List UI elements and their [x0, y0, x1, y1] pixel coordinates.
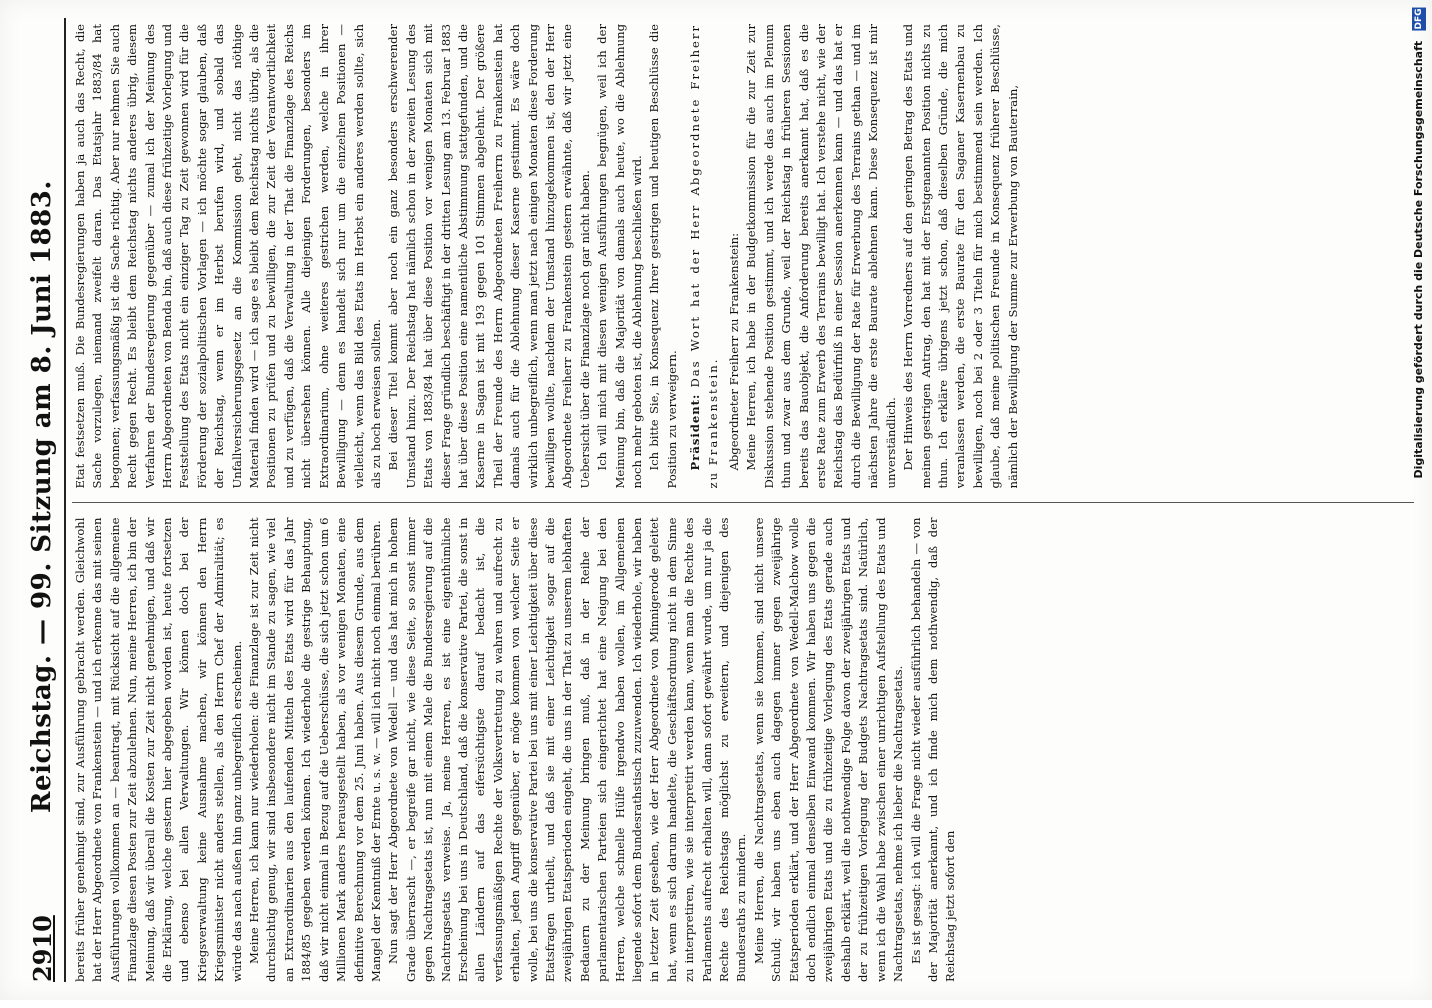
paragraph: Ich bitte Sie, in Konsequenz Ihrer gestrigen und heutigen Beschlüsse die Position zu verweigern. [647, 24, 679, 489]
header-rule [64, 18, 66, 982]
paragraph: bereits früher genehmigt sind, zur Ausführung gebracht werden. Gleichwohl hat der Herr Abgeordnete von Frankenstein — und ich erkenne das mit seinen Ausführungen vollkommen an — beantragt, mit Rücksicht auf die allgemeine Finanzlage diesen Posten zur Zeit abzulehnen. Nun, meine Herren, ich bin der Meinung, daß wir überall die Kosten zur Zeit nicht genehmigen, und daß wir die Erklärung, welche gestern hier abgegeben worden ist, heute fortsetzen und ebenso bei allen Verwaltungen. Wir können doch bei der Kriegsverwaltung keine Ausnahme machen, wir können den Herrn Kriegsminister nicht anders stellen, als den Herrn Chef der Admiralität; es würde das nach außen hin ganz unbegreiflich erscheinen. [73, 517, 244, 982]
president-label: Präsident: [688, 393, 703, 471]
paragraph: Etat festsetzen muß. Die Bundesregierungen haben ja auch das Recht, die Sache vorzulegen, niemand zweifelt daran. Das Etatsjahr 1883/84 hat begonnen; verfassungsmäßig ist die Sache richtig. Aber nur nehmen Sie auch Recht gegen Recht. Es bleibt dem Reichstag nichts anderes übrig, diesem Verfahren der Bundesregierung gegenüber — zumal ich der Meinung des Herrn Abgeordneten von Benda bin, daß auch diese frühzeitige Vorlegung und Feststellung des Etats nicht ein einziger Tag zu Zeit gewonnen wird für die Förderung der sozialpolitischen Vorlagen — ich möchte sogar glauben, daß der Reichstag, wenn er im Herbst berufen wird, und sobald das Unfallversicherungsgesetz an die Kommission geht, nicht das nöthige Material finden wird — ich sage es bleibt dem Reichstag nichts übrig, als die Positionen zu prüfen und zu bewilligen, die zur Zeit der Verantwortlichkeit und zu verfügen, daß die Verwaltung in der That die Finanzlage des Reichs nicht übersehen können. Alle diejenigen Forderungen, besonders im Extraordinarium, ohne weiteres gestrichen werden, welche in ihrer Bewilligung — denn es handelt sich nur um die einzelnen Positionen — vielleicht, wenn das Bild des Etats im Herbst ein anderes werden sollte, sich als zu hoch erweisen sollten. [73, 24, 383, 489]
president-statement [687, 24, 722, 489]
paragraph: Es ist gesagt: ich will die Frage nicht wieder ausführlich behandeln — von der Majorität anerkannt, und ich finde mich dem nothwendig, daß der Reichstag jetzt sofort den [908, 517, 958, 982]
dfg-logo: DFG [1414, 9, 1424, 31]
dfg-stamp-text [1412, 8, 1426, 479]
dfg-caption: Digitalisierung gefördert durch die Deutsche Forschungsgemeinschaft [1412, 40, 1425, 479]
page-number: 2910 [27, 915, 57, 982]
paragraph: Meine Herren, ich kann nur wiederholen: die Finanzlage ist zur Zeit nicht durchsichtig genug, wir sind insbesondere nicht im Stande zu sagen, wie viel an Extraordinarien aus den laufenden Mitteln des Etats wird für das Jahr 1884/85 gegeben werden können. Ich wiederhole die gestrige Behauptung, daß wir nicht einmal in Bezug auf die Ueberschüsse, die sich jetzt schon um 6 Millionen Mark anders herausgestellt haben, als vor wenigen Monaten, eine definitive Berechnung vor dem 25. Juni haben. Aus diesem Grunde, aus dem Mangel der Kenntniß der Ernte u. s. w. — will ich nicht noch einmal berühren. [247, 517, 383, 982]
column-divider [72, 503, 1414, 504]
page-header [22, 18, 62, 982]
paragraph: Ich will mich mit diesen wenigen Ausführungen begnügen, weil ich der Meinung bin, daß die Majorität von damals auch heute, wo die Ablehnung noch mehr geboten ist, die Ablehnung beschließen wird. [595, 24, 644, 489]
running-title: Reichstag. — 99. Sitzung am 8. Juni 1883. [27, 180, 57, 814]
president-text: Das Wort hat der Herr Abgeordnete Freiherr zu Frankenstein. [688, 24, 720, 489]
paragraph: Bei dieser Titel kommt aber noch ein ganz besonders erschwerender Umstand hinzu. Der Reichstag hat nämlich schon in der zweiten Lesung des Etats von 1883/84 hat über diese Position vor wenigen Monaten sich mit dieser Frage gründlich beschäftigt in der dritten Lesung am 13. Februar 1883 hat über diese Position eine namentliche Abstimmung stattgefunden, und die Kaserne in Sagan ist mit 193 gegen 101 Stimmen abgelehnt. Der größere Theil der Freunde des Herrn Abgeordneten Freiherrn zu Frankenstein hat damals auch für die Ablehnung dieser Kaserne gestimmt. Es wäre doch wirklich unbegreiflich, wenn man jetzt nach einigen Monaten diese Forderung bewilligen wollte, nachdem der Umstand hinzugekommen ist, den der Herr Abgeordnete Freiherr zu Frankenstein gestern erwähnte, daß wir jetzt eine Uebersicht über die Finanzlage noch gar nicht haben. [386, 24, 592, 489]
speaker-intro: Abgeordneter Freiherr zu Frankenstein: [727, 233, 742, 471]
paragraph: Meine Herren, ich habe in der Budgetkommission für die zur Zeit zur Diskussion stehende Position gestimmt, und ich werde das auch im Plenum thun und zwar aus dem Grunde, weil der Reichstag in früheren Sessionen bereits das Bauobjekt, die Anforderung bereits anerkannt hat, daß es die erste Rate zum Erwerb des Terrains bewilligt hat. Ich verstehe nicht, wie der Reichstag das Bedürfniß in einer Session anerkennen kann — und das hat er durch die Bewilligung der Rate für Erwerbung des Terrains gethan — und im nächsten Jahre die erste Baurate ablehnen kann. Diese Konsequenz ist mir unverständlich. [744, 24, 898, 489]
right-column [72, 24, 1414, 489]
paragraph: Nun sagt der Herr Abgeordnete von Wedell — und das hat mich in hohem Grade überrascht —, er begreife gar nicht, wie diese Seite, so sonst immer gegen Nachtragsetats ist, nun mit einem Male die Bundesregierung auf die Nachtragsetats verweise. Ja, meine Herren, es ist eine eigenthümliche Erscheinung bei uns in Deutschland, daß die konservative Partei, die sonst in allen Ländern auf das eifersüchtigste darauf bedacht ist, die verfassungsmäßigen Rechte der Volksvertretung zu wahren und aufrecht zu erhalten, jeden Angriff gegenüber, er möge kommen von welcher Seite er wolle, bei uns die konservative Partei bei uns mit einer Leichtigkeit über diese Etatsfragen urtheilt, und daß sie mit einer Leichtigkeit sogar auf die zweijährigen Etatsperioden eingeht, die uns in der That zu unserem lebhaften Bedauern zu der Meinung bringen muß, daß in der Reihe der parlamentarischen Parteien sich eingerichtet hat eine Neigung bei den Herren, welche schnelle Hülfe irgendwo haben wollen, im Allgemeinen liegende sofort dem Bundesrathstisch zuzuwenden. Ich wiederhole, wir haben in letzter Zeit gesehen, wie der Herr Abgeordnete von Minnigerode geleitet hat, wenn es sich darum handelte, die Geschäftsordnung nicht in dem Sinne zu interpretiren, wie sie interpretirt werden kann, wenn man die Rechte des Parlaments aufrecht erhalten will, dann sofort gewährt wurde, um nur ja die Rechte des Reichstags möglichst zu erweitern, und diejenigen des Bundesraths zu mindern. [386, 517, 749, 982]
left-column [72, 518, 1414, 983]
dfg-stamp [1410, 8, 1428, 1008]
paragraph: Der Hinweis des Herrn Vorredners auf den geringen Betrag des Etats und meinen gestrigen Antrag, den hat mit der Erstgenannten Position nichts zu thun. Ich erkläre übrigens jetzt schon, daß dieselben Gründe, die mich veranlassen werden, die erste Baurate für den Saganer Kasernenbau zu bewilligen, noch bei 2 oder 3 Titeln für mich bestimmend sein werden. Ich glaube, daß meine politischen Freunde in Konsequenz früherer Beschlüsse, nämlich der Bewilligung der Summe zur Erwerbung von Bauterrain, [901, 24, 1020, 489]
paragraph: Meine Herren, die Nachtragsetats, wenn sie kommen, sind nicht unsere Schuld; wir haben uns eben auch dagegen immer gegen zweijährige Etatsperioden erklärt, und der Herr Abgeordnete von Wedell-Malchow wolle doch endlich einmal denselben Einwand kommen. Wir haben uns gegen die zweijährigen Etats und die zu frühzeitige Vorlegung des Etats gerade auch deshalb erklärt, weil die nothwendige Folge davon der zweijährigen Etats und der zu frühzeitigen Vorlegung der Budgets Nachtragsetats sind. Natürlich, wenn ich die Wahl habe zwischen einer unrichtigen Aufstellung des Etats und Nachtragsetats, nehme ich lieber die Nachtragsetats. [751, 517, 906, 982]
text-columns [72, 24, 1414, 982]
